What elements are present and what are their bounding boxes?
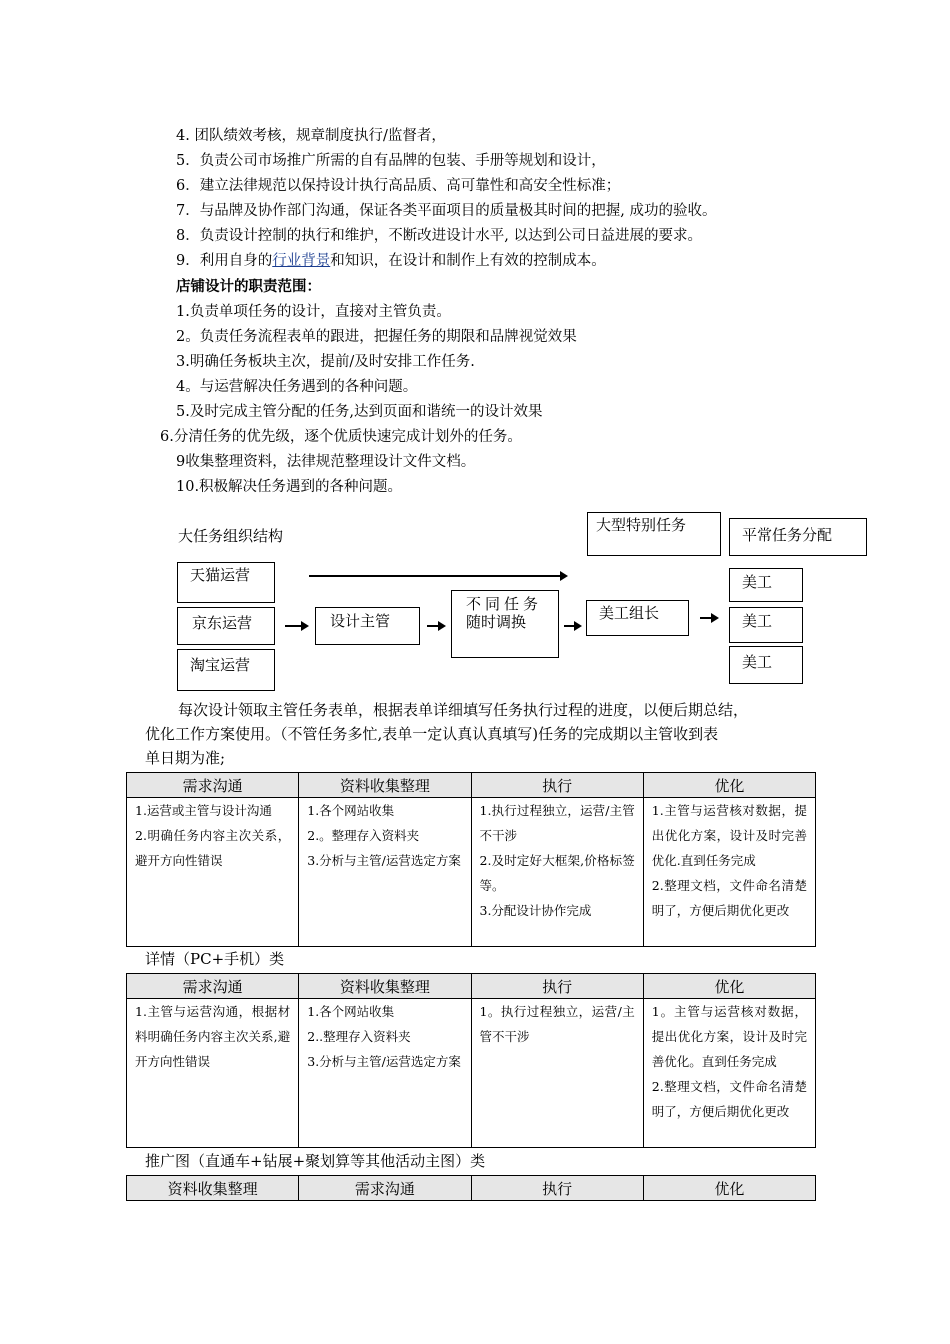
table-header-cell: 资料收集整理: [127, 1176, 299, 1201]
artist-box-3: 美工: [729, 646, 803, 684]
duty-item-8: 8．负责设计控制的执行和维护，不断改进设计水平, 以达到公司日益进展的要求。: [176, 228, 702, 244]
cell-line: 2.整理文档，文件命名清楚明了，方便后期优化更改: [651, 1079, 807, 1119]
table-header-cell: 优化: [643, 773, 815, 798]
artist-box-2: 美工: [729, 607, 803, 643]
cell-line: 2..整理存入资料夹: [307, 1029, 411, 1044]
shop-item-6: 6.分清任务的优先级，逐个优质快速完成计划外的任务。: [160, 429, 522, 445]
table-header-row: [127, 974, 816, 999]
shop-item-3: 3.明确任务板块主次，提前/及时安排工作任务.: [176, 354, 475, 370]
table-header-cell: 执行: [471, 773, 643, 798]
table-cell: [471, 798, 643, 947]
flow-arrow-art: [700, 617, 712, 619]
paragraph-line-1: 每次设计领取主管任务表单，根据表单详细填写任务执行过程的进度，以便后期总结，: [178, 701, 749, 719]
table-row: [127, 798, 816, 947]
table-header-row: [127, 1176, 816, 1201]
cell-line: 3.分析与主管/运营选定方案: [307, 1054, 461, 1069]
flow-arrow-switch: [564, 625, 575, 627]
jd-ops-box: 京东运营: [177, 607, 275, 645]
cell-line: 1.主管与运营核对数据，提出优化方案，设计及时完善优化.直到任务完成: [651, 803, 807, 868]
cell-line: 1.执行过程独立，运营/主管不干涉: [479, 803, 635, 843]
table-header-cell: 执行: [471, 1176, 643, 1201]
special-task-box: 大型特别任务: [587, 512, 721, 556]
flow-arrow-lead: [427, 625, 439, 627]
task-table-3: [126, 1175, 816, 1201]
table-header-cell: 需求沟通: [127, 974, 299, 999]
task-switch-box: [451, 590, 559, 658]
table-cell: [643, 999, 815, 1148]
table-cell: [299, 999, 471, 1148]
shop-item-2: 2。负责任务流程表单的跟进，把握任务的期限和品牌视觉效果: [176, 329, 577, 345]
shop-item-5: 5.及时完成主管分配的任务,达到页面和谐统一的设计效果: [176, 404, 543, 420]
table-cell: [471, 999, 643, 1148]
flow-arrow-ops: [285, 625, 302, 627]
cell-line: 3.分配设计协作完成: [479, 903, 592, 918]
table-cell: [299, 798, 471, 947]
cell-line: 1.运营或主管与设计沟通: [135, 803, 272, 818]
table-header-cell: 需求沟通: [127, 773, 299, 798]
task-table-2: [126, 973, 816, 1148]
cell-line: 2.。整理存入资料夹: [307, 828, 420, 843]
table-header-cell: 资料收集整理: [299, 773, 471, 798]
duty-item-5: 5．负责公司市场推广所需的自有品牌的包装、手册等规划和设计，: [176, 153, 606, 169]
art-lead-box: 美工组长: [586, 600, 689, 636]
shop-item-9: 9收集整理资料，法律规范整理设计文件文档。: [176, 454, 476, 470]
shop-duties-heading: 店铺设计的职责范围：: [176, 278, 321, 295]
duty-item-6: 6．建立法律规范以保持设计执行高品质、高可靠性和高安全性标准；: [176, 178, 621, 194]
duty-item-9-before: 9．利用自身的: [176, 253, 273, 269]
table-cell: [643, 798, 815, 947]
task-switch-line-1: 不同任务: [466, 595, 543, 613]
duty-item-9: [176, 251, 606, 271]
task-switch-line-2: 随时调换: [466, 613, 527, 631]
cell-line: 1.各个网站收集: [307, 803, 395, 818]
normal-task-box: 平常任务分配: [729, 518, 867, 556]
shop-item-4: 4。与运营解决任务遇到的各种问题。: [176, 379, 418, 395]
cell-line: 3.分析与主管/运营选定方案: [307, 853, 461, 868]
cell-line: 2.整理文档，文件命名清楚明了，方便后期优化更改: [651, 878, 807, 918]
taobao-ops-box: 淘宝运营: [177, 649, 275, 691]
cell-line: 2.明确任务内容主次关系，避开方向性错误: [135, 828, 291, 868]
cell-line: 1.各个网站收集: [307, 1004, 395, 1019]
duty-item-7: 7．与品牌及协作部门沟通，保证各类平面项目的质量极其时间的把握, 成功的验收。: [176, 203, 717, 219]
table-3-caption: 推广图（直通车+钻展+聚划算等其他活动主图）类: [145, 1152, 486, 1170]
task-table-1: [126, 772, 816, 947]
artist-box-1: 美工: [729, 568, 803, 602]
table-header-cell: 资料收集整理: [299, 974, 471, 999]
paragraph-line-3: 单日期为准;: [145, 749, 226, 767]
table-cell: [127, 798, 299, 947]
table-header-cell: 执行: [471, 974, 643, 999]
table-header-row: [127, 773, 816, 798]
cell-line: 1。执行过程独立，运营/主管不干涉: [479, 1004, 635, 1044]
tmall-ops-box: 天猫运营: [177, 562, 275, 603]
table-header-cell: 需求沟通: [299, 1176, 471, 1201]
cell-line: 1.主管与运营沟通，根据材料明确任务内容主次关系,避开方向性错误: [135, 1004, 291, 1069]
duty-item-4: 4. 团队绩效考核，规章制度执行/监督者，: [176, 128, 446, 144]
table-cell: [127, 999, 299, 1148]
duty-item-9-after: 和知识，在设计和制作上有效的控制成本。: [330, 253, 606, 269]
flow-arrow-top: [309, 575, 561, 577]
table-header-cell: 优化: [643, 1176, 815, 1201]
org-chart-title: 大任务组织结构: [178, 527, 284, 545]
paragraph-line-2: 优化工作方案使用。（不管任务多忙,表单一定认真认真填写)任务的完成期以主管收到表: [145, 725, 719, 743]
cell-line: 1。主管与运营核对数据，提出优化方案，设计及时完善优化。直到任务完成: [651, 1004, 807, 1069]
table-row: [127, 999, 816, 1148]
table-header-cell: 优化: [643, 974, 815, 999]
table-2-caption: 详情（PC+手机）类: [145, 950, 285, 968]
shop-item-1: 1.负责单项任务的设计，直接对主管负责。: [176, 304, 451, 320]
cell-line: 2.及时定好大框架,价格标签等。: [479, 853, 635, 893]
shop-item-10: 10.积极解决任务遇到的各种问题。: [176, 479, 403, 495]
industry-background-link[interactable]: 行业背景: [272, 253, 331, 269]
design-lead-box: 设计主管: [315, 607, 420, 645]
